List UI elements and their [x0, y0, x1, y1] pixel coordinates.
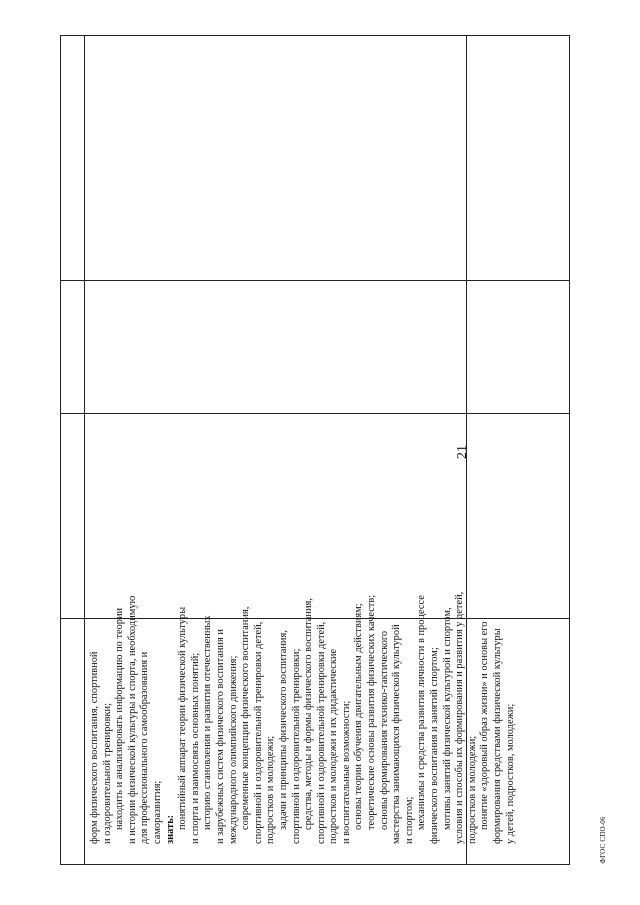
content-line: находить и анализировать информацию по теории: [114, 607, 126, 830]
content-line: историю становления и развития отечественных: [202, 615, 214, 830]
table-cell: [467, 36, 569, 280]
content-line: форм физического воспитания, спортивной: [89, 651, 100, 844]
content-line: понятийный аппарат теории физической культуры: [177, 606, 189, 830]
content-line: спортивной и оздоровительной тренировки детей,: [252, 621, 264, 844]
page-number: 21: [455, 445, 470, 459]
content-line: спортивной и оздоровительной тренировки;: [290, 648, 302, 844]
content-line: понятие «здоровый образ жизни» и основы его: [479, 621, 491, 830]
content-line: условия и способы их формирования и развития у детей,: [454, 591, 466, 844]
content-line: спортивной и оздоровительной тренировки детей,: [315, 621, 327, 844]
content-line: мастерства занимающихся физической культурой: [391, 624, 403, 844]
content-line: механизмы и средства развития личности в процессе: [416, 595, 428, 830]
table-cell: [61, 280, 84, 413]
content-line: у детей, подростков, молодежи;: [504, 703, 516, 844]
content-line: и оздоровительной тренировки;: [101, 703, 113, 844]
content-line: и зарубежных систем физического воспитания и: [214, 629, 226, 844]
content-line: теоретические основы развития физических качеств;: [366, 594, 378, 830]
table-landscape: [60, 35, 570, 865]
footer-label: ФГОС СПО-06: [599, 816, 607, 864]
content-line: современные концепции физического воспитания,: [240, 606, 252, 830]
content-line: средства, методы и формы физического воспитания,: [303, 598, 315, 830]
table-cell: [61, 36, 84, 280]
content-line: и воспитательные возможности;: [340, 700, 352, 844]
content-line: знать:: [164, 814, 176, 844]
table-row-top: [61, 36, 85, 864]
table-cell: [467, 280, 569, 413]
content-line: и спорта и взаимосвязь основных понятий;: [189, 652, 201, 844]
content-text-block: [85, 36, 516, 864]
content-line: подростков и молодежи и их дидактические: [328, 648, 340, 844]
content-line: для профессионального самообразования и: [139, 651, 151, 844]
table-cell: [467, 413, 569, 618]
content-line: саморазвития;: [151, 780, 163, 844]
content-line: задачи и принципы физического воспитания,: [277, 630, 289, 830]
table-cell: [467, 618, 569, 864]
content-line: и спортом;: [403, 796, 415, 844]
content-line: подростков и молодежи;: [466, 735, 478, 844]
content-line: подростков и молодежи;: [265, 735, 277, 844]
content-line: формирования средствами физической культуры: [492, 628, 503, 844]
table-cell: [61, 618, 84, 864]
content-line: международного олимпийского движения;: [227, 655, 239, 844]
content-line: мотивы занятий физической культурой и спортом,: [441, 607, 453, 830]
table-cell: [61, 413, 84, 618]
content-line: физического воспитания и занятий спортом;: [429, 647, 441, 844]
content-line: основы формирования технико-тактического: [378, 630, 390, 830]
table-row-bottom: [467, 36, 569, 864]
content-line: и истории физической культуры и спорта, необходимую: [126, 595, 138, 844]
table-row-content: [85, 36, 516, 864]
content-line: основы теории обучения двигательным действиям;: [353, 603, 365, 830]
standards-table: [60, 35, 570, 865]
